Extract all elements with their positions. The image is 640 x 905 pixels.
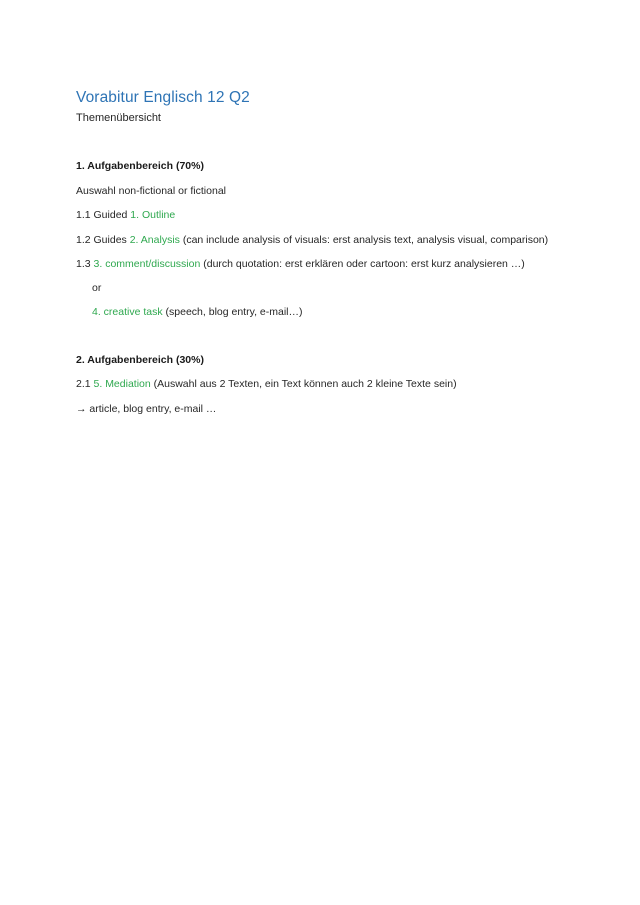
- section1-intro: Auswahl non-fictional or fictional: [76, 185, 226, 197]
- section2-heading: 2. Aufgabenbereich (30%): [76, 354, 204, 366]
- section1-item-3: [76, 258, 525, 270]
- item-prefix: 1.2 Guides: [76, 234, 130, 246]
- item-highlight: 2. Analysis: [129, 234, 180, 246]
- item-prefix: 1.1 Guided: [76, 209, 131, 221]
- document-subtitle: Themenübersicht: [76, 112, 161, 124]
- item-suffix: (durch quotation: erst erklären oder cartoon: erst kurz analysieren …): [200, 258, 525, 270]
- or-text: or: [92, 282, 102, 294]
- item-highlight: 4. creative task: [92, 306, 163, 318]
- item-suffix: (speech, blog entry, e-mail…): [162, 306, 303, 318]
- section1-item-1: [76, 209, 175, 221]
- document-title: Vorabitur Englisch 12 Q2: [76, 89, 250, 106]
- item-highlight: 1. Outline: [130, 209, 176, 221]
- section2-arrow-line: → article, blog entry, e-mail …: [76, 403, 217, 415]
- item-highlight: 5. Mediation: [93, 378, 151, 390]
- section2-item-1: [76, 378, 457, 390]
- section1-heading: 1. Aufgabenbereich (70%): [76, 160, 204, 172]
- section1-item-4: [92, 306, 302, 318]
- item-prefix: 1.3: [76, 258, 94, 270]
- item-highlight: 3. comment/discussion: [93, 258, 201, 270]
- item-prefix: 2.1: [76, 378, 94, 390]
- section1-item-2: [76, 234, 548, 246]
- item-suffix: (Auswahl aus 2 Texten, ein Text können auch 2 kleine Texte sein): [150, 378, 457, 390]
- item-suffix: (can include analysis of visuals: erst analysis text, analysis visual, comparison): [179, 234, 549, 246]
